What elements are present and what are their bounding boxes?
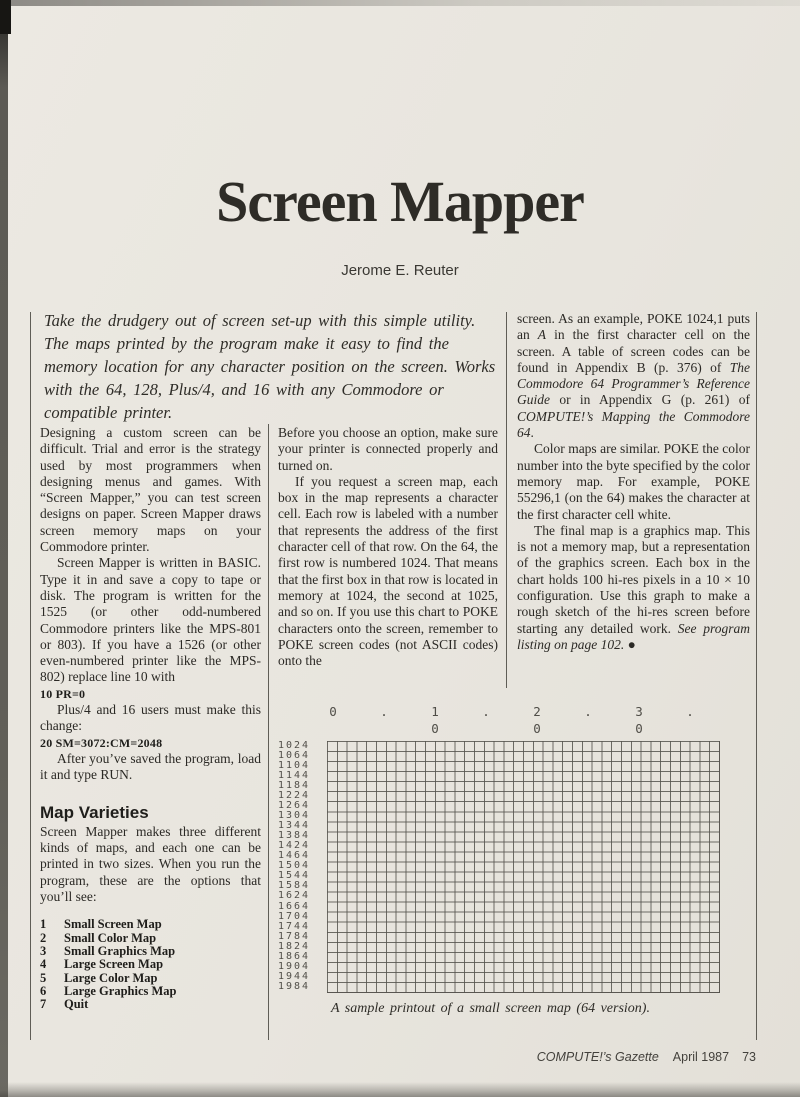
menu-item-number: 6 — [40, 983, 47, 998]
map-column-label: 0 — [533, 721, 541, 736]
middle-column — [278, 425, 498, 669]
menu-item — [40, 985, 261, 998]
map-row-address-label: 1584 — [278, 880, 311, 892]
italic-text: A — [537, 327, 547, 343]
article-deck: Take the drudgery out of screen set-up with this simple utility. The maps printed by the program make it easy to find the memory location for any character position on the screen. Works with the 64, 128, Plus/4, and 16 with any Commodore or compatible printer. — [44, 311, 496, 422]
text: screen. As an example, POKE 1024,1 puts an — [517, 311, 750, 343]
map-column-label: 0 — [431, 721, 439, 736]
menu-item-number: 3 — [40, 943, 47, 958]
map-column-label: 2 — [533, 704, 541, 719]
menu-item — [40, 918, 261, 931]
menu-item — [40, 958, 261, 971]
italic-text: The Commodore 64 Programmer’s Reference Guide — [517, 359, 750, 408]
map-row-address-label: 1144 — [278, 770, 311, 781]
column-rule-left — [30, 312, 31, 1040]
map-row-address-label: 1904 — [278, 961, 311, 972]
map-row-address-label: 1704 — [278, 910, 311, 922]
column-rule-mid-right — [506, 312, 507, 688]
menu-item-label: Large Color Map — [64, 970, 158, 985]
code-line: 20 SM=3072:CM=2048 — [40, 735, 163, 750]
menu-item-number: 4 — [40, 957, 47, 972]
paragraph: Before you choose an option, make sure your printer is connected properly and turned on. — [278, 425, 498, 473]
options-menu — [40, 918, 261, 1011]
paragraph: Designing a custom screen can be difficult. Trial and error is the strategy used by most programmers when designing menus and games. With “Screen Mapper,” you can test screen designs on paper. Screen Mapper draws screen memory maps on your Commodore printer. — [40, 425, 261, 555]
paragraph: If you request a screen map, each box in the map represents a character cell. Each row is labeled with a number that represents the address of the first character cell of that row. On the 64, the first row is numbered 1024. That means that the first box in that row is located in memory at 1024, the second at 1025, and so on. If you use this chart to POKE characters onto the screen, remember to POKE screen codes (not ASCII codes) onto the — [278, 473, 498, 669]
paragraph — [517, 523, 750, 653]
map-row-address-label: 1104 — [278, 760, 311, 771]
map-column-label: . — [482, 704, 490, 719]
menu-item-number: 2 — [40, 930, 47, 945]
menu-item-label: Small Graphics Map — [64, 943, 176, 958]
map-row-address-label: 1664 — [278, 900, 311, 912]
italic-text: See program listing on page 102. — [517, 620, 750, 652]
section-heading: Map Varieties — [40, 802, 149, 822]
map-column-label: 0 — [329, 704, 337, 719]
right-column — [517, 311, 750, 653]
map-row-address-label: 1824 — [278, 941, 311, 952]
map-row-address-label: 1344 — [278, 820, 311, 831]
map-column-label: . — [686, 704, 694, 719]
text: in the first character cell on the screen. A table of screen codes can be found in Appendix B (p. 376) of — [517, 327, 751, 375]
screen-map-grid — [327, 741, 720, 993]
map-column-header-units — [327, 722, 719, 736]
map-column-label: 1 — [431, 704, 439, 719]
map-row-address-label: 1464 — [278, 850, 311, 861]
code-line: 10 PR=0 — [40, 686, 86, 701]
map-column-label: 0 — [635, 721, 643, 736]
page-left-edge — [0, 0, 8, 1097]
text: ● — [624, 636, 636, 652]
italic-text: COMPUTE!’s Mapping the Commodore 64 — [517, 408, 750, 441]
menu-item-label: Large Screen Map — [64, 957, 164, 972]
menu-item-label: Quit — [64, 997, 89, 1012]
column-rule-right — [756, 312, 757, 1040]
page-top-edge — [0, 0, 800, 6]
map-column-label: 3 — [635, 704, 643, 719]
page-corner-shadow — [0, 0, 11, 34]
menu-item-number: 7 — [40, 997, 47, 1012]
page-footer — [0, 1050, 756, 1064]
text: or in Appendix G (p. 261) of — [550, 392, 750, 408]
menu-item-label: Small Color Map — [64, 930, 157, 945]
map-row-address-label: 1384 — [278, 830, 311, 841]
map-row-address-label: 1944 — [278, 971, 311, 982]
menu-item — [40, 945, 261, 958]
paragraph: After you’ve saved the program, load it and type RUN. — [40, 750, 261, 783]
map-column-header-tens — [327, 705, 719, 719]
column-rule-mid-left — [268, 424, 269, 1040]
menu-item-label: Large Graphics Map — [64, 983, 177, 998]
left-column — [40, 425, 261, 1011]
map-row-address-label: 1784 — [278, 931, 311, 942]
paragraph: Plus/4 and 16 users must make this change: — [40, 702, 261, 734]
map-column-label: . — [380, 704, 388, 719]
page-bottom-edge — [0, 1082, 800, 1097]
issue-date: April 1987 — [672, 1050, 730, 1064]
map-row-address-label: 1264 — [278, 800, 311, 811]
paragraph: Color maps are similar. POKE the color number into the byte specified by the color memory map. For example, POKE 55296,1 (on the 64) makes the character at the first character cell white. — [517, 441, 750, 522]
map-row-address-label: 1624 — [278, 890, 311, 902]
map-row-address-label: 1544 — [278, 870, 311, 882]
menu-item — [40, 998, 261, 1011]
map-row-address-label: 1504 — [278, 860, 311, 872]
text: The final map is a graphics map. This is not a memory map, but a representation of the graphics screen. Each box in the chart holds 100 hi-res pixels in a 10 × 10 configuration. Use this graph to make a rough sketch of the hi-res screen before starting any detailed work. — [517, 522, 750, 636]
map-row-address-label: 1424 — [278, 840, 311, 851]
map-row-address-label: 1304 — [278, 810, 311, 821]
figure-caption: A sample printout of a small screen map (64 version). — [331, 1001, 650, 1016]
map-row-address-label: 1224 — [278, 790, 311, 801]
magazine-name: COMPUTE!’s Gazette — [536, 1050, 659, 1064]
map-row-address-label: 1184 — [278, 780, 311, 791]
menu-item — [40, 932, 261, 945]
paragraph — [517, 311, 750, 441]
article-title: Screen Mapper — [216, 169, 584, 234]
menu-item-number: 1 — [40, 917, 47, 932]
map-row-address-label: 1984 — [278, 981, 311, 992]
map-row-labels — [278, 741, 325, 992]
paragraph: Screen Mapper makes three different kinds of maps, and each one can be printed in two sizes. When you run the program, these are the options that you’ll see: — [40, 823, 261, 905]
menu-item-label: Small Screen Map — [64, 917, 162, 932]
menu-item-number: 5 — [40, 970, 47, 985]
text: . — [530, 425, 534, 441]
article-byline: Jerome E. Reuter — [341, 262, 459, 279]
map-row-address-label: 1064 — [278, 750, 311, 761]
page-number: 73 — [742, 1050, 756, 1064]
paragraph: Screen Mapper is written in BASIC. Type it in and save a copy to tape or disk. The program is written for the 1525 (or other odd-numbered Commodore printers like the MPS-801 or 803). If you have a 1526 (or other even-numbered printer like the MPS-802) replace line 10 with — [40, 555, 261, 685]
map-row-address-label: 1744 — [278, 920, 311, 932]
map-column-label: . — [584, 704, 592, 719]
menu-item — [40, 972, 261, 985]
map-row-address-label: 1864 — [278, 951, 311, 962]
map-row-address-label: 1024 — [278, 740, 311, 751]
